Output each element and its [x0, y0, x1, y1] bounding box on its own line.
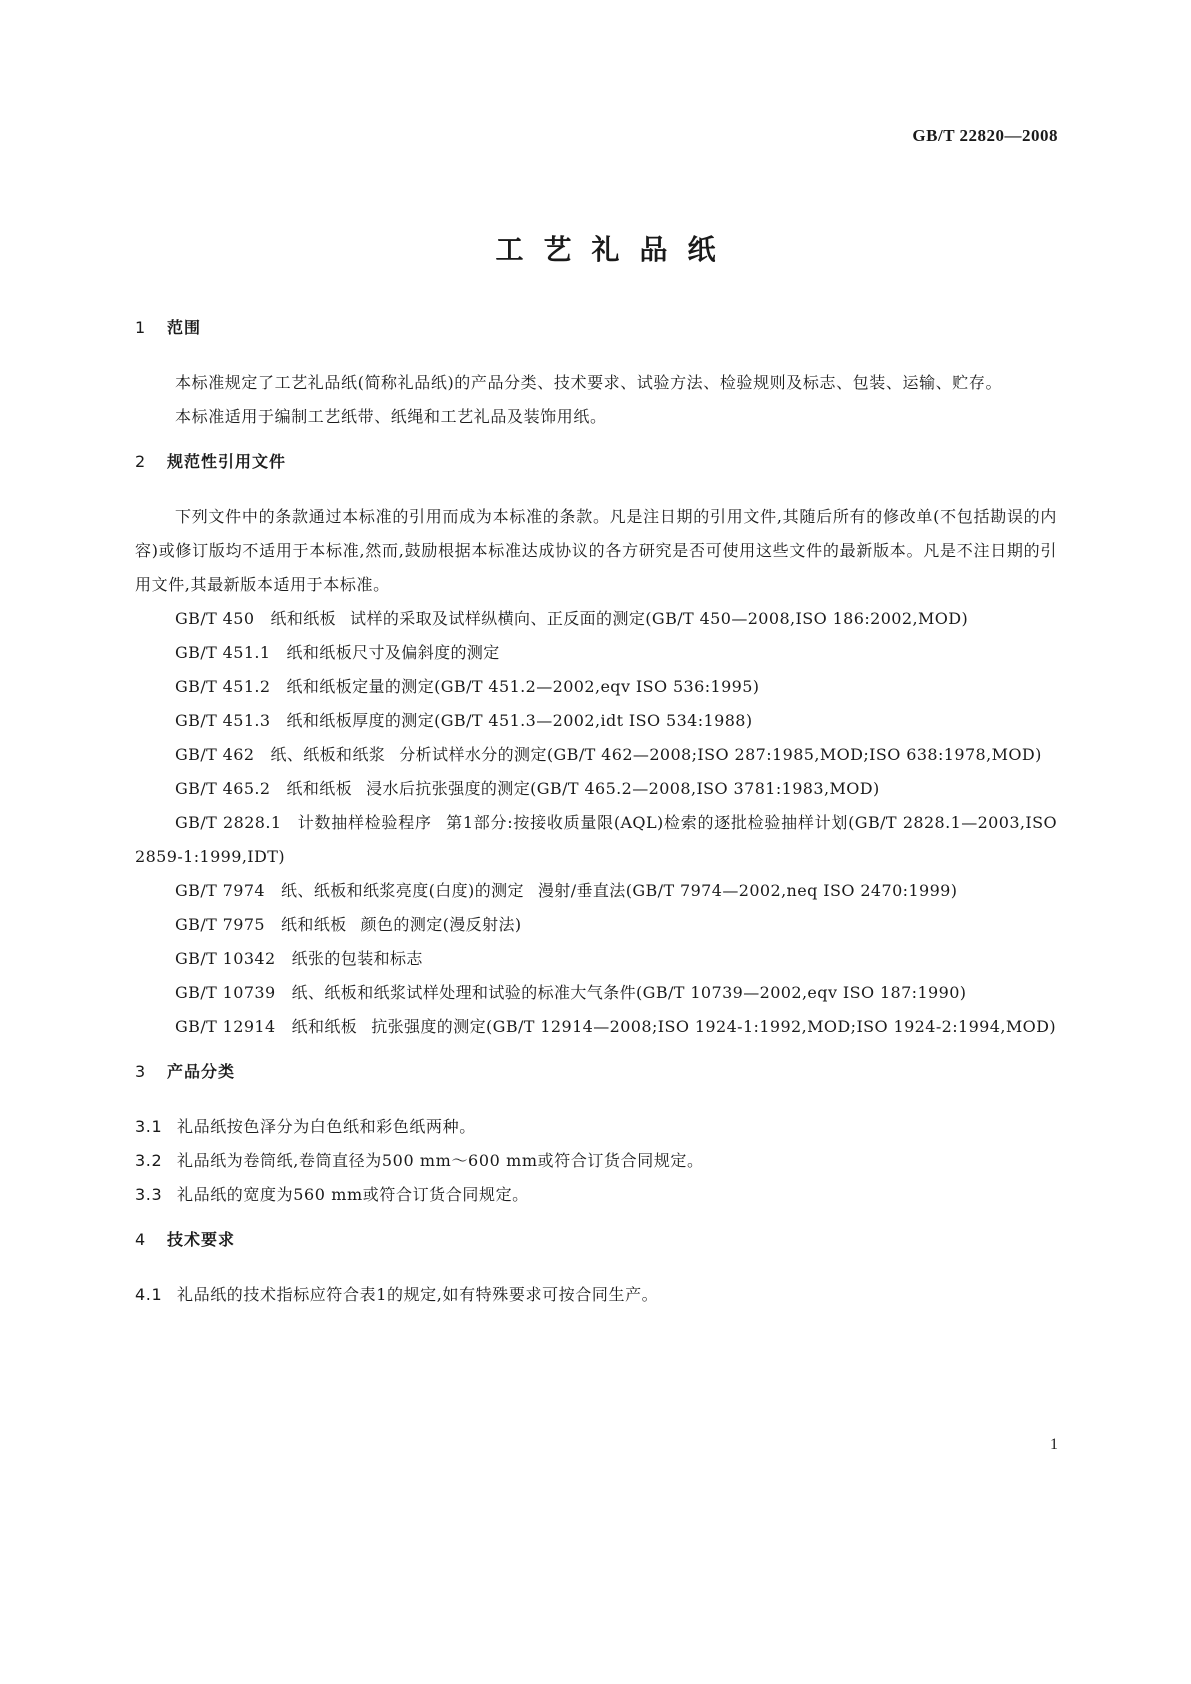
reference-title: 纸、纸板和纸浆 — [270, 745, 386, 764]
reference-entry — [135, 908, 1057, 942]
clause-number: 3.1 — [135, 1117, 163, 1136]
reference-subtitle: 颜色的测定(漫反射法) — [360, 915, 522, 934]
reference-code: GB/T 450 — [175, 609, 255, 628]
reference-subtitle: 第1部分:按接收质量限(AQL)检索的逐批检验抽样计划(GB/T 2828.1—2003,ISO 2859-1:1999,IDT) — [135, 813, 1058, 866]
clause-text: 礼品纸的技术指标应符合表1的规定,如有特殊要求可按合同生产。 — [177, 1285, 659, 1304]
reference-entry — [135, 636, 1057, 670]
reference-entry — [135, 704, 1057, 738]
section-heading — [135, 1062, 1057, 1096]
clause-text: 礼品纸为卷筒纸,卷筒直径为500 mm～600 mm或符合订货合同规定。 — [177, 1151, 704, 1170]
reference-title: 纸和纸板尺寸及偏斜度的测定 — [286, 643, 500, 662]
section-title: 规范性引用文件 — [167, 452, 287, 471]
section-number: 3 — [135, 1062, 146, 1081]
document-body — [135, 318, 1057, 1312]
reference-entry — [135, 670, 1057, 704]
section-number: 4 — [135, 1230, 146, 1249]
page-number: 1 — [1050, 1436, 1058, 1453]
reference-subtitle: 抗张强度的测定(GB/T 12914—2008;ISO 1924-1:1992,MOD;ISO 1924-2:1994,MOD) — [371, 1017, 1056, 1036]
reference-code: GB/T 10342 — [175, 949, 276, 968]
reference-title: 纸、纸板和纸浆亮度(白度)的测定 — [281, 881, 524, 900]
section-heading — [135, 1230, 1057, 1264]
reference-code: GB/T 451.1 — [175, 643, 271, 662]
reference-title: 计数抽样检验程序 — [297, 813, 432, 832]
reference-code: GB/T 12914 — [175, 1017, 276, 1036]
reference-code: GB/T 10739 — [175, 983, 276, 1002]
reference-code: GB/T 465.2 — [175, 779, 271, 798]
reference-title: 纸和纸板定量的测定(GB/T 451.2—2002,eqv ISO 536:1995) — [286, 677, 760, 696]
reference-code: GB/T 451.2 — [175, 677, 271, 696]
clause-item — [135, 1110, 1057, 1144]
reference-entry — [135, 602, 1057, 636]
reference-entry — [135, 806, 1057, 874]
clause-text: 礼品纸的宽度为560 mm或符合订货合同规定。 — [177, 1185, 529, 1204]
reference-entry — [135, 874, 1057, 908]
reference-title: 纸和纸板 — [270, 609, 337, 628]
section-heading — [135, 452, 1057, 486]
section-number: 1 — [135, 318, 146, 337]
section-number: 2 — [135, 452, 146, 471]
clause-item — [135, 1178, 1057, 1212]
reference-title: 纸、纸板和纸浆试样处理和试验的标准大气条件(GB/T 10739—2002,eqv ISO 187:1990) — [291, 983, 967, 1002]
section-title: 产品分类 — [167, 1062, 236, 1081]
clause-text: 礼品纸按色泽分为白色纸和彩色纸两种。 — [177, 1117, 476, 1136]
reference-title: 纸和纸板 — [286, 779, 353, 798]
clause-item — [135, 1144, 1057, 1178]
clause-number: 3.3 — [135, 1185, 163, 1204]
reference-subtitle: 分析试样水分的测定(GB/T 462—2008;ISO 287:1985,MOD;ISO 638:1978,MOD) — [399, 745, 1042, 764]
reference-subtitle: 浸水后抗张强度的测定(GB/T 465.2—2008,ISO 3781:1983,MOD) — [366, 779, 880, 798]
clause-number: 3.2 — [135, 1151, 163, 1170]
reference-title: 纸张的包装和标志 — [291, 949, 423, 968]
reference-title: 纸和纸板 — [291, 1017, 358, 1036]
reference-entry — [135, 942, 1057, 976]
reference-subtitle: 漫射/垂直法(GB/T 7974—2002,neq ISO 2470:1999) — [537, 881, 958, 900]
reference-code: GB/T 7974 — [175, 881, 266, 900]
reference-entry — [135, 772, 1057, 806]
clause-number: 4.1 — [135, 1285, 163, 1304]
reference-code: GB/T 2828.1 — [175, 813, 282, 832]
reference-entry — [135, 1010, 1057, 1044]
section-title: 技术要求 — [167, 1230, 236, 1249]
clause-item — [135, 1278, 1057, 1312]
section-title: 范围 — [167, 318, 202, 337]
reference-code: GB/T 7975 — [175, 915, 266, 934]
paragraph: 下列文件中的条款通过本标准的引用而成为本标准的条款。凡是注日期的引用文件,其随后所有的修改单(不包括勘误的内容)或修订版均不适用于本标准,然而,鼓励根据本标准达成协议的各方研究是否可使用这些文件的最新版本。凡是不注日期的引用文件,其最新版本适用于本标准。 — [135, 507, 1057, 594]
reference-title: 纸和纸板 — [281, 915, 347, 934]
reference-code: GB/T 451.3 — [175, 711, 271, 730]
reference-title: 纸和纸板厚度的测定(GB/T 451.3—2002,idt ISO 534:1988) — [286, 711, 753, 730]
document-title: 工艺礼品纸 — [495, 233, 736, 266]
reference-code: GB/T 462 — [175, 745, 255, 764]
standard-code: GB/T 22820—2008 — [912, 126, 1058, 145]
section-heading — [135, 318, 1057, 352]
reference-entry — [135, 738, 1057, 772]
paragraph: 本标准规定了工艺礼品纸(简称礼品纸)的产品分类、技术要求、试验方法、检验规则及标志、包装、运输、贮存。 — [175, 373, 1003, 392]
reference-subtitle: 试样的采取及试样纵横向、正反面的测定(GB/T 450—2008,ISO 186:2002,MOD) — [350, 609, 969, 628]
reference-entry — [135, 976, 1057, 1010]
paragraph: 本标准适用于编制工艺纸带、纸绳和工艺礼品及装饰用纸。 — [175, 407, 607, 426]
